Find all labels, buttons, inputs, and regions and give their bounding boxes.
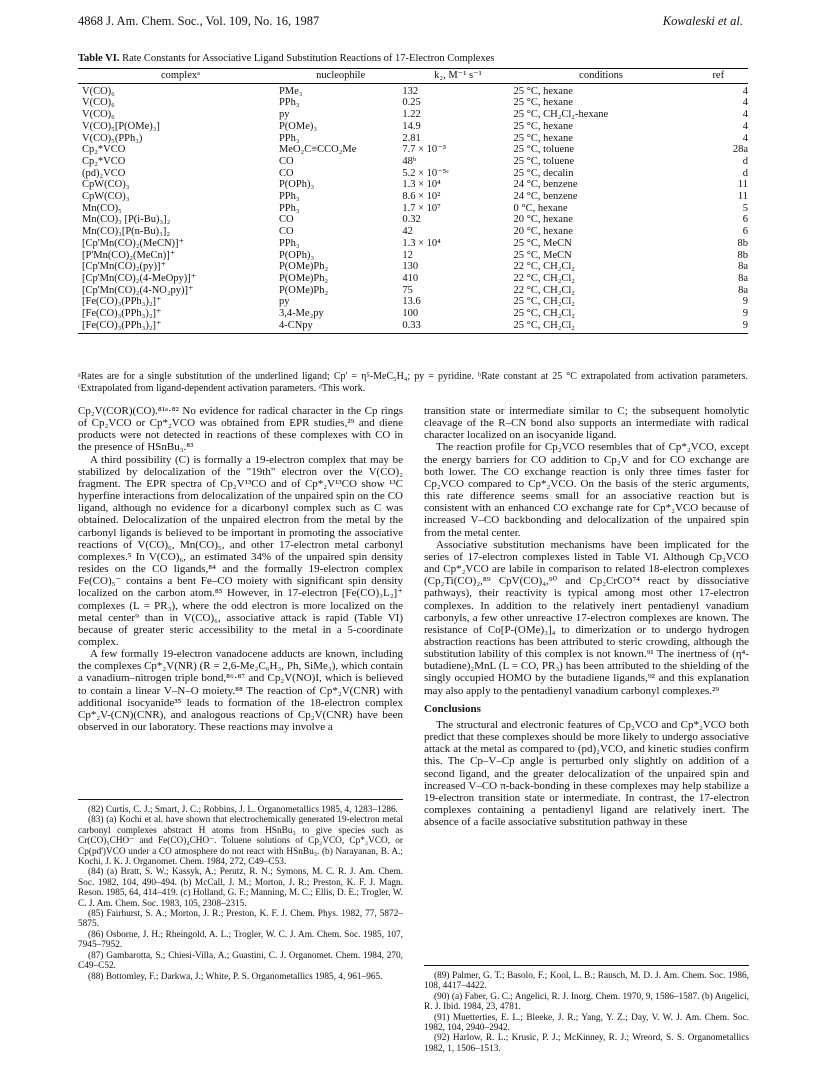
cell-ref: 8a [738,272,748,284]
cell-nucleophile: PPh₃ [278,237,300,249]
cell-nucleophile: py [278,109,290,121]
reference-entry: (86) Osborne, J. H.; Rheingold, A. L.; Trogler, W. C. J. Am. Chem. Soc. 1985, 107, 7945–7952. [78,929,403,951]
cell-ref: 11 [737,179,748,191]
cell-ref: 4 [742,85,748,97]
table-row [78,238,748,250]
cell-nucleophile: P(OMe)Ph₂ [278,261,329,273]
cell-k2: 1.3 × 10⁴ [402,179,441,191]
cell-ref: 6 [742,226,748,238]
cell-k2: 42 [402,226,413,238]
cell-k2: 48ᵇ [402,155,417,167]
table-row [78,214,748,226]
paragraph: Associative substitution mechanisms have been implicated for the series of 17-electron complexes listed in Table VI. Although Cp₂VCO and Cp*₂VCO are labile in comparison to related 18-electron complexes (Cp₂Ti(CO)₂,⁸⁹ CpV(CO)₄,⁹⁰ and Cp₂CrCO⁷⁴ react by dissociative pathways), their reactivity is typical among most other 17-electron complexes. In addition to the relatively inert pentadienyl vanadium carbonyls, a few other unreactive 17-electron complexes are known. The resistance of Co[P-(OMe)₃]₄ to dimerization or to undergo hydrogen abstraction reactions has been attributed to steric crowding, although the substitution lability of this complex is not known.⁹¹ The inertness of (η⁴-butadiene)₂MnL (L = CO, PR₃) has been attributed to the shielding of the singly occupied HOMO by the butadiene ligands,⁹² and this explanation may also apply to the pentadienyl vanadium carbonyl complexes.²⁹ [424,538,749,697]
table-row [78,191,748,203]
section-heading-conclusions: Conclusions [424,702,481,715]
table-row [78,179,748,191]
cell-nucleophile: CO [278,167,294,179]
column-header-ref: ref [689,69,748,84]
cell-nucleophile: py [278,296,290,308]
cell-ref: 8b [737,237,748,249]
table-row [78,296,748,308]
cell-conditions: 24 °C, benzene [513,179,578,191]
reference-entry: (92) Harlow, R. L.; Krusic, P. J.; McKinney, R. J.; Wreord, S. S. Organometallics 1982, 1, 1506–1513. [424,1033,749,1054]
cell-k2: 12 [402,249,413,261]
cell-complex: Mn(CO)₅ [82,202,122,214]
cell-nucleophile: 4-CNpy [279,320,402,334]
reference-entry: (88) Bottomley, F.; Darkwa, J.; White, P. S. Organometallics 1985, 4, 961–965. [88,971,383,982]
cell-complex: Mn(CO)₃ [P(i-Bu)₃]₂ [82,214,171,226]
references-left [78,799,403,982]
cell-conditions: 0 °C, hexane [513,202,568,214]
table-row [78,250,748,262]
cell-complex: [Fe(CO)₃(PPh₃)₂]⁺ [82,308,162,320]
cell-conditions: 22 °C, CH₂Cl₂ [513,272,575,284]
table-row [78,226,748,238]
cell-nucleophile: P(OMe)Ph₂ [278,284,329,296]
table-row [78,168,748,180]
reference-entry: (91) Muetterties, E. L.; Bleeke, J. R.; Yang, Y. Z.; Day, V. W. J. Am. Chem. Soc. 1982, 104, 2940–2942. [424,1012,749,1034]
cell-k2: 1.7 × 10⁷ [402,202,441,214]
cell-k2: 410 [402,272,419,284]
paragraph: The structural and electronic features of Cp₂VCO and Cp*₂VCO both predict that these complexes should be more likely to undergo associative attack at the metal as compared to (pd)₂VCO, and kinetic studies confirm this. The Cp–V–Cp angle is perturbed only slightly on addition of a second ligand, and the greater delocalization of the unpaired spin and increased V–CO π-back-bonding in these complexes may help stabilize a 19-electron transition state or intermediate. In contrast, the 17-electron complexes containing a pentadienyl ligand are relatively inert. The absence of a facile associative substitution pathway in these [424,718,749,829]
cell-nucleophile: P(OPh)₃ [278,249,315,261]
journal-citation: 4868 J. Am. Chem. Soc., Vol. 109, No. 16, 1987 [78,14,320,28]
table-row [78,83,748,97]
cell-complex: V(CO)₆ [82,85,115,97]
paragraph: Cp₂V(COR)(CO).⁸¹ᵃ·⁸² No evidence for radical character in the Cp rings of Cp₂VCO or Cp*₂VCO was obtained from EPR studies,²⁹ and diene products were not detected in reactions of these complexes with CO in the presence of HSnBu₃.⁸³ [78,405,403,454]
table-row [78,308,748,320]
cell-complex: V(CO)₆ [82,109,115,121]
cell-conditions: 20 °C, hexane [513,214,573,226]
cell-conditions: 25 °C, MeCN [513,249,572,261]
cell-k2: 8.6 × 10² [402,191,441,203]
cell-ref: 4 [742,120,748,132]
cell-nucleophile: 3,4-Me₂py [278,308,324,320]
cell-k2: 2.81 [402,132,421,144]
table-row [78,203,748,215]
cell-conditions: 25 °C, decalin [513,167,574,179]
cell-conditions: 25 °C, hexane [513,132,573,144]
cell-conditions: 25 °C, toluene [513,155,575,167]
reference-entry: (89) Palmer, G. T.; Basolo, F.; Kool, L. B.; Rausch, M. D. J. Am. Chem. Soc. 1986, 108, 4417–4422. [424,971,749,992]
reference-entry: (84) (a) Bratt, S. W.; Kassyk, A.; Perutz, R. N.; Symons, M. C. R. J. Am. Chem. Soc. 1982, 104, 490–494. (b) McCall, J. M.; Morton, J. R.; Preston, K. F. J. Magn. Reson. 1985, 64, 414–419. (c) Holland, G. F.; Manning, M. C.; Ellis, D. E.; Trogler, W. C. J. Am. Chem. Soc. 1983, 105, 2308–2315. [78,867,403,909]
cell-complex: Mn(CO)₃[P(n-Bu)₃]₂ [82,226,170,238]
reference-entry: (85) Fairhurst, S. A.; Morton, J. R.; Preston, K. F. J. Chem. Phys. 1982, 77, 5872–5875. [78,909,403,930]
cell-ref: 8b [737,249,748,261]
reference-entry: (87) Gambarotta, S.; Chiesi-Villa, A.; Guastini, C. J. Organomet. Chem. 1984, 270, C49–C52. [78,950,403,972]
column-header-k2: k₂, M⁻¹ s⁻¹ [402,69,513,84]
running-header [78,14,743,32]
cell-nucleophile: PPh₃ [278,191,300,203]
paragraph: A third possibility (C) is formally a 19-electron complex that may be stabilized by delocalization of the "19th" electron over the V(CO)₂ fragment. The EPR spectra of Cp₂V¹³CO and of Cp*₂V¹³CO show ¹³C hyperfine interactions from delocalization of the unpaired spin on the CO ligand, although no evidence for a dicarbonyl complex such as C was obtained. Delocalization of the unpaired electron from the metal by the carbonyl ligands is believed to be important in promoting the associative reactions of V(CO)₆, Mn(CO)₅, and other 17-electron metal carbonyl complexes.⁵ In V(CO)₆, an estimated 34% of the unpaired spin density resides on the CO ligands,⁸⁴ and the formally 19-electron complex Fe(CO)₅⁻ contains a bent Fe–CO moiety with significant spin density localized on the carbon atom.⁸⁵ However, in 17-electron [Fe(CO)₃L₂]⁺ complexes (L = PR₃), where the odd electron is more localized on the metal center⁹ than in V(CO)₆, associative attack is rapid (Table VI) because of greater steric accessibility to the metal in a 5-coordinate complex. [78,453,403,648]
cell-conditions: 25 °C, hexane [513,97,573,109]
cell-ref: 9 [742,308,748,320]
cell-conditions: 22 °C, CH₂Cl₂ [513,284,575,296]
cell-complex: [P'Mn(CO)₂(MeCn)]⁺ [82,249,176,261]
cell-k2: 132 [402,85,419,97]
author-header: Kowaleski et al. [662,14,743,28]
cell-nucleophile: PPh₃ [278,202,300,214]
cell-complex: CpW(CO)₃ [82,191,130,203]
cell-ref: d [742,167,748,179]
table-label: Table VI. [78,53,120,64]
paragraph: The reaction profile for Cp₂VCO resembles that of Cp*₂VCO, except the energy barriers for CO addition to Cp₂V and for CO exchange are both lower. The CO exchange reaction is only three times faster for Cp₂VCO compared to Cp*₂VCO. On the basis of the steric arguments, this rate difference seems small for an associative reaction but is consistent with an enhanced CO exchange rate for Cp*₂VCO because of increased V–CO backbonding and delocalization of the unpaired spin from the metal center. [424,441,749,539]
cell-conditions: 20 °C, hexane [513,226,573,238]
cell-complex: V(CO)₅(PPh₃) [82,132,143,144]
cell-conditions: 25 °C, toluene [513,144,575,156]
cell-complex: [Cp'Mn(CO)₂(4-MeOpy)]⁺ [82,272,197,284]
cell-k2: 5.2 × 10⁻⁵ᶜ [402,167,450,179]
cell-conditions: 25 °C, CH₂Cl₂ [513,296,575,308]
cell-complex: [Cp'Mn(CO)₂(4-NO₂py)]⁺ [82,284,194,296]
table-row [78,285,748,297]
cell-complex: V(CO)₅[P(OMe)₃] [82,120,160,132]
cell-ref: 4 [742,132,748,144]
cell-ref: 6 [742,214,748,226]
table-row [78,320,748,334]
cell-ref: 9 [689,320,748,334]
table-row [78,144,748,156]
cell-conditions: 24 °C, benzene [513,191,578,203]
cell-ref: 11 [737,191,748,203]
cell-conditions: 25 °C, CH₂Cl₂ [513,308,575,320]
table-footnote: ᵃRates are for a single substitution of the underlined ligand; Cp' = η⁵-MeC₅H₄; py = pyridine. ᵇRate constant at 25 °C extrapolated from activation parameters. ᶜExtrapolated from ligand-dependent activation parameters. ᵈThis work. [78,371,748,394]
cell-complex: [Fe(CO)₃(PPh₃)₂]⁺ [78,320,279,334]
table-caption [78,53,748,64]
cell-k2: 7.7 × 10⁻³ [402,144,446,156]
column-header-nucleophile: nucleophile [279,69,402,84]
column-header-conditions: conditions [514,69,689,84]
right-text-column [424,405,749,828]
table-title: Rate Constants for Associative Ligand Substitution Reactions of 17-Electron Complexes [122,53,495,64]
cell-k2: 0.33 [402,320,513,334]
table-row [78,97,748,109]
cell-conditions: 25 °C, CH₂Cl₂ [514,320,689,334]
cell-k2: 0.32 [402,214,421,226]
cell-ref: 9 [742,296,748,308]
cell-k2: 1.22 [402,109,421,121]
cell-conditions: 25 °C, CH₂Cl₂-hexane [513,109,609,121]
cell-nucleophile: CO [278,214,294,226]
cell-nucleophile: PPh₃ [278,132,300,144]
cell-k2: 100 [402,308,419,320]
cell-k2: 75 [402,284,413,296]
cell-complex: [Cp'Mn(CO)₂(py)]⁺ [82,261,166,273]
cell-nucleophile: PMe₃ [278,85,303,97]
cell-k2: 14.9 [402,120,421,132]
reference-entry: (90) (a) Faber, G. C.; Angelici, R. J. Inorg. Chem. 1970, 9, 1586–1587. (b) Angelici, R. J. Ibid. 1984, 23, 4781. [424,991,749,1013]
cell-complex: CpW(CO)₃ [82,179,130,191]
table-row [78,273,748,285]
cell-ref: 28a [732,144,748,156]
table-header-row [78,69,748,84]
cell-k2: 13.6 [402,296,421,308]
cell-complex: [Fe(CO)₃(PPh₃)₂]⁺ [82,296,162,308]
rate-constants-table [78,68,748,334]
table-row [78,121,748,133]
left-text-column [78,405,403,733]
paragraph: A few formally 19-electron vanadocene adducts are known, including the complexes Cp*₂V(NR) (R = 2,6-Me₂C₆H₃, Ph, SiMe₃), which contain a vanadium–nitrogen triple bond,⁸⁶·⁸⁷ and Cp₂V(NO)I, which is believed to contain a linear V–N–O moiety.⁸⁸ The reaction of Cp*₂V(CNR) with additional isocyanide³⁵ leads to formation of the 18-electron complex Cp*₂V-(CN)(CNR), and analogous reactions of Cp₂V(CNR) have been observed in our laboratory. These reactions may involve a [78,648,403,734]
reference-entry: (83) (a) Kochi et al. have shown that electrochemically generated 19-electron metal carbonyl complexes abstract H atoms from HSnBu₃ to give species such as Cr(CO)₅CHO⁻ and Fe(CO)₄CHO⁻. Toluene solutions of Cp₂VCO, Cp*₂VCO, or Cp(pd')VCO under a CO atmosphere do not react with HSnBu₃. (b) Narayanan, B. A.; Kochi, J. K. J. Organomet. Chem. 1984, 272, C49–C53. [78,815,403,868]
cell-ref: 4 [742,97,748,109]
cell-nucleophile: CO [278,155,294,167]
cell-complex: Cp₂*VCO [82,155,126,167]
cell-conditions: 25 °C, hexane [513,120,573,132]
paragraph: transition state or intermediate similar to C; the subsequent homolytic cleavage of the R–CN bond also supports an intermediate with radical character localized on an isocyanide ligand. [424,405,749,442]
cell-conditions: 22 °C, CH₂Cl₂ [513,261,575,273]
reference-entry: (82) Curtis, C. J.; Smart, J. C.; Robbins, J. L. Organometallics 1985, 4, 1283–1286. [88,805,398,815]
cell-conditions: 25 °C, MeCN [513,237,572,249]
table-body [78,83,748,334]
cell-k2: 130 [402,261,419,273]
cell-complex: Cp₂*VCO [82,144,126,156]
cell-k2: 1.3 × 10⁴ [402,237,441,249]
table-row [78,156,748,168]
cell-ref: 8a [738,284,748,296]
cell-nucleophile: PPh₃ [278,97,300,109]
cell-ref: 8a [738,261,748,273]
cell-ref: 5 [742,202,748,214]
cell-nucleophile: P(OPh)₃ [278,179,315,191]
table-row [78,261,748,273]
table-row [78,109,748,121]
cell-complex: [Cp'Mn(CO)₂(MeCN)]⁺ [82,237,185,249]
cell-nucleophile: P(OMe)₃ [278,120,318,132]
cell-nucleophile: P(OMe)Ph₂ [278,272,329,284]
cell-k2: 0.25 [402,97,421,109]
cell-ref: 4 [742,109,748,121]
cell-conditions: 25 °C, hexane [513,85,573,97]
cell-complex: (pd)₂VCO [82,167,126,179]
cell-ref: d [742,155,748,167]
cell-complex: V(CO)₆ [82,97,115,109]
table-row [78,133,748,145]
cell-nucleophile: CO [278,226,294,238]
column-header-complex: complexᵃ [78,69,279,84]
cell-nucleophile: MeO₂C≡CCO₂Me [278,144,357,156]
references-right [424,965,749,1054]
